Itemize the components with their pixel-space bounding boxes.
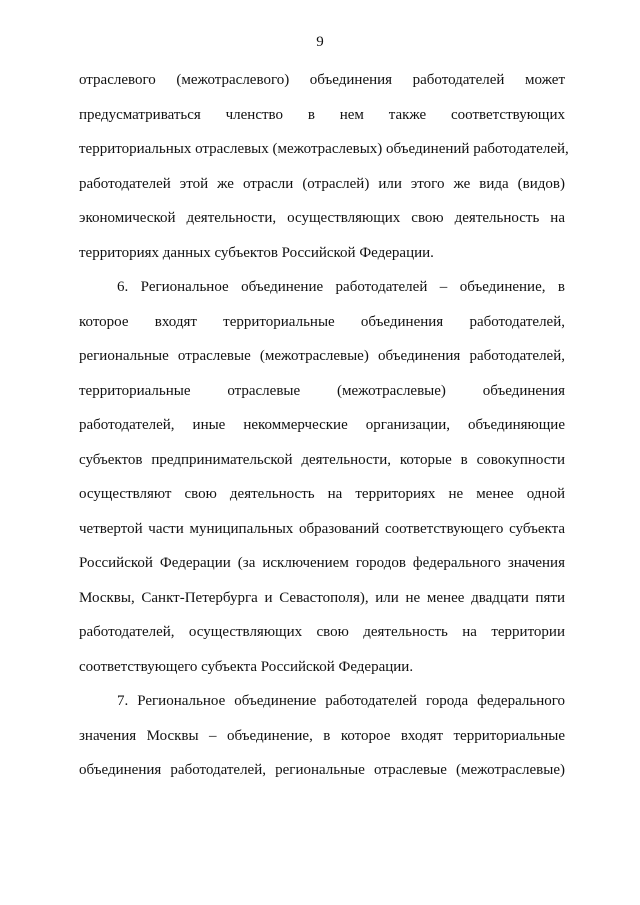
text-line: отраслевого (межотраслевого) объединения работодателей может [79, 72, 565, 88]
text-line: территориальных отраслевых (межотраслевых) объединений работодателей, [79, 141, 569, 157]
text-line: которое входят территориальные объединения работодателей, [79, 313, 565, 330]
text-line: 6. Региональное объединение работодателей – объединение, в [117, 279, 565, 295]
text-line: работодателей, иные некоммерческие организации, объединяющие [79, 417, 565, 433]
paragraph-item-6 [79, 270, 565, 684]
text-line: соответствующего субъекта Российской Федерации. [79, 658, 414, 675]
text-line: осуществляют свою деятельность на территориях не менее одной [79, 486, 565, 502]
text-line: работодателей этой же отрасли (отраслей) или этого же вида (видов) [79, 175, 565, 192]
text-line: Москвы, Санкт-Петербурга и Севастополя), или не менее двадцати пяти [79, 589, 565, 606]
text-line: 7. Региональное объединение работодателей города федерального [117, 693, 565, 709]
text-line: территориях данных субъектов Российской Федерации. [79, 244, 434, 261]
text-line: территориальные отраслевые (межотраслевые) объединения [79, 382, 565, 399]
text-line: субъектов предпринимательской деятельности, которые в совокупности [79, 451, 565, 468]
text-line: объединения работодателей, региональные отраслевые (межотраслевые) [79, 762, 565, 778]
page-number: 9 [316, 34, 324, 50]
text-line: работодателей, осуществляющих свою деятельность на территории [79, 624, 565, 640]
text-line: предусматриваться членство в нем также соответствующих [79, 106, 565, 123]
text-line: Российской Федерации (за исключением городов федерального значения [79, 555, 565, 571]
text-line: региональные отраслевые (межотраслевые) объединения работодателей, [79, 348, 565, 364]
text-line: значения Москвы – объединение, в которое входят территориальные [79, 727, 565, 744]
text-line: четвертой части муниципальных образований соответствующего субъекта [79, 520, 565, 537]
paragraph-item-7 [79, 684, 565, 788]
text-line: экономической деятельности, осуществляющих свою деятельность на [79, 210, 565, 226]
paragraph-continuation [79, 63, 569, 270]
